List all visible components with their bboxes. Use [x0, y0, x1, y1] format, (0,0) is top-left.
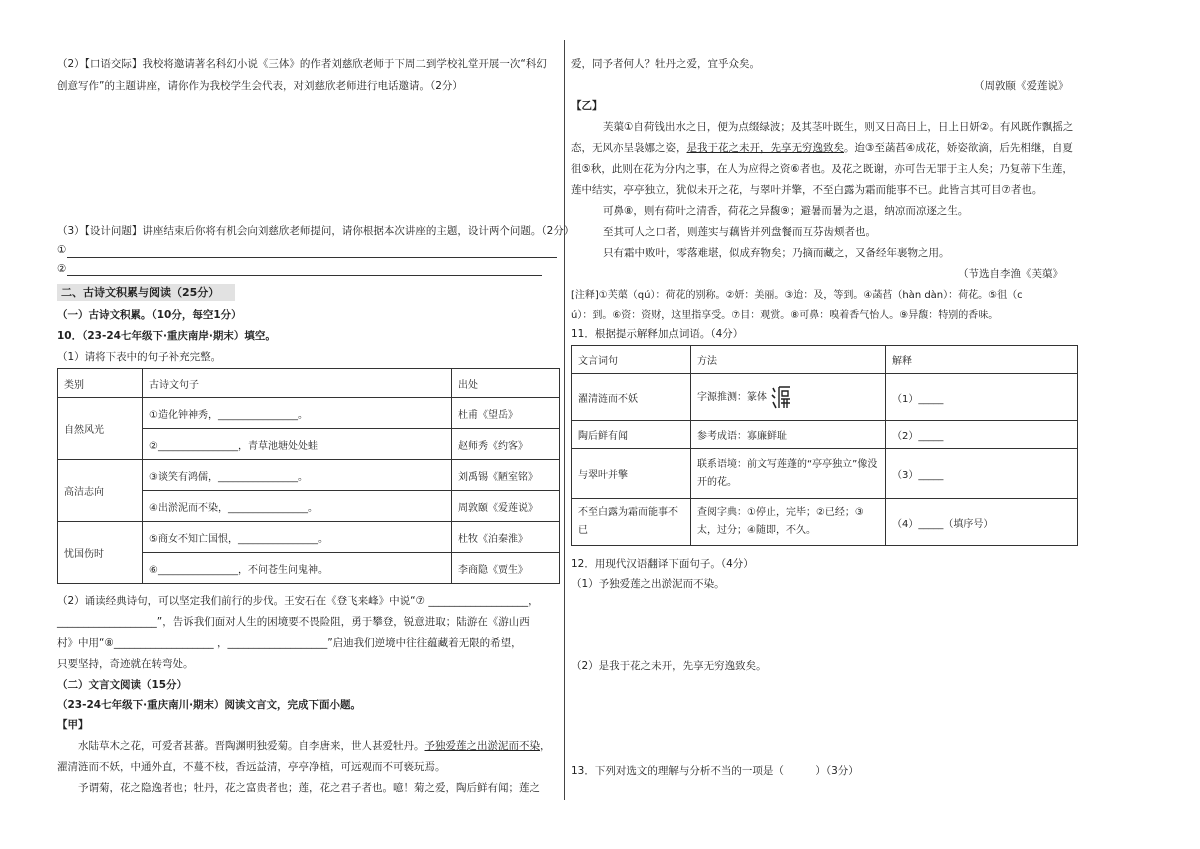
sentence-cell[interactable]: ⑥________________，不问苍生问鬼神。 [143, 553, 452, 584]
q12-2: （2）是我于花之未开，先享无穷逸致矣。 [571, 660, 767, 672]
sub2-title: （二）文言文阅读（15分） [57, 679, 188, 691]
yi-line2-b: 。迨③至菡萏④成花，娇姿欲滴，后先相继，自夏 [844, 142, 1073, 154]
method-cell [691, 374, 886, 421]
q10-2-line2: ___________________”，告诉我们面对人生的困境要不畏险阻，勇于攀登，锐意进取；陆游在《游山西 [57, 616, 530, 628]
jia-continuation: 爱，同予者何人？牡丹之爱，宜乎众矣。 [571, 58, 760, 70]
sub2-source: （23-24七年级下·重庆南川·期末）阅读文言文，完成下面小题。 [57, 699, 362, 711]
sentence-cell[interactable]: ①造化钟神秀，________________。 [143, 398, 452, 429]
word-table [571, 345, 1078, 546]
q12-title: 12．用现代汉语翻译下面句子。（4分） [571, 558, 754, 570]
source-cell: 杜牧《泊秦淮》 [452, 522, 560, 553]
q2-text-line1: （2）【口语交际】我校将邀请著名科幻小说《三体》的作者刘慈欣老师于下周二到学校礼堂开展一次“科幻 [57, 58, 547, 70]
jia-line1-end: ， [540, 740, 551, 752]
jia-line1-underlined: 予独爱莲之出淤泥而不染 [424, 740, 540, 752]
phrase-cell: 与翠叶并擎 [572, 449, 691, 499]
yi-line2-a: 态，无风亦呈袅娜之姿， [571, 142, 687, 154]
method-text: 字源推测：篆体 [697, 392, 767, 403]
yi-label: 【乙】 [571, 100, 603, 112]
phrase-cell: 陶后鲜有闻 [572, 421, 691, 449]
jia-line3: 予谓菊，花之隐逸者也；牡丹，花之富贵者也；莲，花之君子者也。噫！菊之爱，陶后鲜有闻；莲之 [78, 782, 540, 794]
category-cell: 忧国伤时 [58, 522, 143, 584]
source-cell: 周敦颐《爱莲说》 [452, 491, 560, 522]
yi-line3: 徂⑤秋，此则在花为分内之事，在人为应得之资⑥者也。及花之既谢，亦可告无罪于主人矣；乃复蒂下生莲， [571, 163, 1073, 175]
q3-item2: ② [57, 263, 67, 275]
table-header-source: 出处 [452, 369, 560, 398]
phrase-cell: 濯清涟而不妖 [572, 374, 691, 421]
answer-cell[interactable]: （3）_____ [886, 449, 1078, 499]
column-divider [564, 40, 565, 800]
q3-text: （3）【设计问题】讲座结束后你将有机会向刘慈欣老师提问，请你根据本次讲座的主题，设计两个问题。（2分） [57, 225, 575, 237]
q2-text-line2: 创意写作”的主题讲座，请你作为我校学生会代表，对刘慈欣老师进行电话邀请。（2分） [57, 80, 463, 92]
answer-cell[interactable]: （4）_____（填序号） [886, 499, 1078, 546]
q10-2-line4: 只要坚持，奇迹就在转弯处。 [57, 658, 194, 670]
sentence-cell[interactable]: ④出淤泥而不染，________________。 [143, 491, 452, 522]
method-cell: 联系语境：前文写莲蓬的“亭亭独立”像没开的花。 [691, 449, 886, 499]
jia-source: （周敦颐《爱莲说》 [974, 80, 1069, 92]
sentence-cell[interactable]: ③谈笑有鸿儒，________________。 [143, 460, 452, 491]
source-cell: 赵师秀《约客》 [452, 429, 560, 460]
yi-line1: 芙蕖①自荷钱出水之日，便为点缀绿波；及其茎叶既生，则又日高日上，日上日妍②。有风既作飘摇之 [603, 121, 1074, 133]
q10-title: 10．（23-24七年级下·重庆南岸·期末）填空。 [57, 330, 276, 342]
q12-1: （1）予独爱莲之出淤泥而不染。 [571, 578, 725, 590]
poetry-table [57, 368, 560, 584]
yi-source: （节选自李渔《芙蕖》 [958, 268, 1063, 280]
notes-line2: ú）：到。⑥资：资财，这里指享受。⑦目：观赏。⑧可鼻：嗅着香气怡人。⑨异馥：特别的香味。 [571, 310, 999, 321]
category-cell: 自然风光 [58, 398, 143, 460]
table-header-category: 类别 [58, 369, 143, 398]
q10-2-line3: 村》中用“⑧___________________ ，___________________”启迪我们逆境中往往蕴藏着无限的希望， [57, 637, 522, 649]
q10-1-text: （1）请将下表中的句子补充完整。 [57, 351, 222, 363]
seal-script-character-icon [770, 384, 792, 410]
q3-item1: ① [57, 244, 67, 256]
yi-line4: 莲中结实，亭亭独立，犹似未开之花，与翠叶并擎，不至白露为霜而能事不已。此皆言其可目⑦者也。 [571, 184, 1043, 196]
jia-label: 【甲】 [57, 719, 89, 731]
phrase-cell: 不至白露为霜而能事不已 [572, 499, 691, 546]
q13: 13．下列对选文的理解与分析不当的一项是（ ）（3分） [571, 765, 859, 777]
source-cell: 杜甫《望岳》 [452, 398, 560, 429]
notes-line1: [注释]①芙蕖（qú）：荷花的别称。②妍：美丽。③迨：及，等到。④菡萏（hàn dàn）：荷花。⑤徂（c [571, 290, 1023, 301]
q11-title: 11．根据提示解释加点词语。（4分） [571, 328, 744, 340]
word-table-header-phrase: 文言词句 [572, 346, 691, 374]
yi-line7: 只有霜中败叶，零落难堪，似成弃物矣；乃摘而藏之，又备经年裹物之用。 [603, 247, 950, 259]
answer-cell[interactable]: （1）_____ [886, 374, 1078, 421]
yi-line2 [571, 140, 1073, 155]
sentence-cell[interactable]: ②________________，青草池塘处处蛙 [143, 429, 452, 460]
yi-line6: 至其可人之口者，则莲实与藕皆并列盘餐而互芬齿颊者也。 [603, 226, 876, 238]
yi-line5: 可鼻⑧，则有荷叶之清香，荷花之异馥⑨；避暑而暑为之退，纳凉而凉逐之生。 [603, 205, 969, 217]
sub1-title: （一）古诗文积累。（10分，每空1分） [57, 309, 242, 321]
category-cell: 高洁志向 [58, 460, 143, 522]
q3-answer-line1[interactable] [67, 257, 557, 258]
method-cell: 参考成语：寡廉鲜耻 [691, 421, 886, 449]
method-cell: 查阅字典：①停止，完毕；②已经；③太，过分；④随即，不久。 [691, 499, 886, 546]
jia-line1 [78, 738, 551, 753]
source-cell: 刘禹锡《陋室铭》 [452, 460, 560, 491]
answer-cell[interactable]: （2）_____ [886, 421, 1078, 449]
jia-line2: 濯清涟而不妖，中通外直，不蔓不枝，香远益清，亭亭净植，可远观而不可亵玩焉。 [57, 761, 446, 773]
source-cell: 李商隐《贾生》 [452, 553, 560, 584]
q3-answer-line2[interactable] [67, 275, 542, 276]
jia-line1-text: 水陆草木之花，可爱者甚蕃。晋陶渊明独爱菊。自李唐来，世人甚爱牡丹。 [78, 740, 425, 752]
table-header-sentence: 古诗文句子 [143, 369, 452, 398]
section2-title: 二、古诗文积累与阅读（25分） [57, 284, 235, 301]
word-table-header-answer: 解释 [886, 346, 1078, 374]
q10-2-line1: （2）诵读经典诗句，可以坚定我们前行的步伐。王安石在《登飞来峰》中说“⑦ ___________________， [57, 595, 539, 607]
yi-line2-underlined: 是我于花之未开，先享无穷逸致矣 [686, 142, 844, 154]
word-table-header-method: 方法 [691, 346, 886, 374]
sentence-cell[interactable]: ⑤商女不知亡国恨，________________。 [143, 522, 452, 553]
